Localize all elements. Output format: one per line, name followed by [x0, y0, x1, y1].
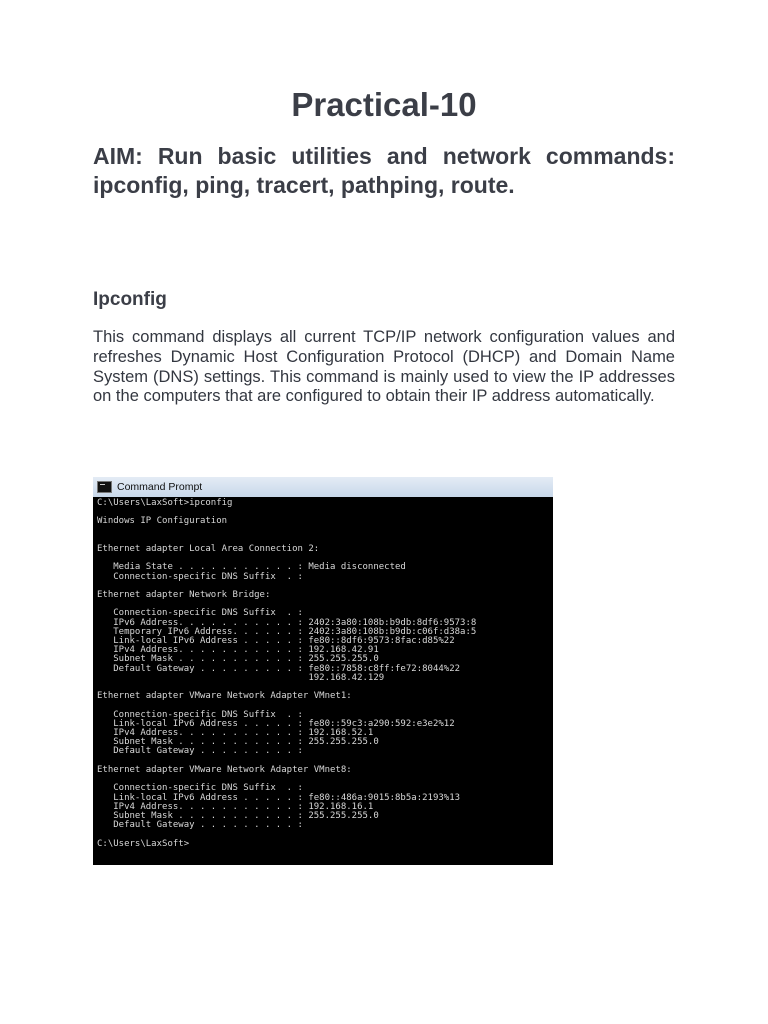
- command-prompt-screenshot: [93, 477, 553, 865]
- section-heading-ipconfig: Ipconfig: [93, 289, 167, 310]
- aim-statement: AIM: Run basic utilities and network commands: ipconfig, ping, tracert, pathping, route.: [93, 143, 675, 198]
- ipconfig-description: This command displays all current TCP/IP network configuration values and refreshes Dynamic Host Configuration Protocol (DHCP) and Domain Name System (DNS) settings. This command is mainly used to view the IP addresses on the computers that are configured to obtain their IP address automatically.: [93, 328, 675, 406]
- cmd-icon: [97, 481, 112, 493]
- window-title: Command Prompt: [117, 481, 203, 493]
- page-title: Practical-10: [291, 86, 477, 123]
- command-prompt-titlebar: [93, 477, 553, 497]
- console-output: C:\Users\LaxSoft>ipconfig Windows IP Configuration Ethernet adapter Local Area Connection 2: Media State . . . . . . . . . . . : Media disconnected Connection-specific DNS Suffix . : Ethernet adapter Network Bridge: Connection-specific DNS Suffix . : IPv6 Address. . . . . . . . . . . : 2402:3a80:108b:b9db:8df6:9573:8 Temporary IPv6 Address. . . . . . : 2402:3a80:108b:b9db:c06f:d38a:5 Link-local IPv6 Address . . . . . : fe80::8df6:9573:8fac:d85%22 IPv4 Address. . . . . . . . . . . : 192.168.42.91 Subnet Mask . . . . . . . . . . . : 255.255.255.0 Default Gateway . . . . . . . . . : fe80::7858:c8ff:fe72:8044%22 192.168.42.129 Ethernet adapter VMware Network Adapter VMnet1: Connection-specific DNS Suffix . : Link-local IPv6 Address . . . . . : fe80::59c3:a290:592:e3e2%12 IPv4 Address. . . . . . . . . . . : 192.168.52.1 Subnet Mask . . . . . . . . . . . : 255.255.255.0 Default Gateway . . . . . . . . . : Ethernet adapter VMware Network Adapter VMnet8: Connection-specific DNS Suffix . : Link-local IPv6 Address . . . . . : fe80::486a:9015:8b5a:2193%13 IPv4 Address. . . . . . . . . . . : 192.168.16.1 Subnet Mask . . . . . . . . . . . : 255.255.255.0 Default Gateway . . . . . . . . . : C:\Users\LaxSoft>: [97, 498, 477, 849]
